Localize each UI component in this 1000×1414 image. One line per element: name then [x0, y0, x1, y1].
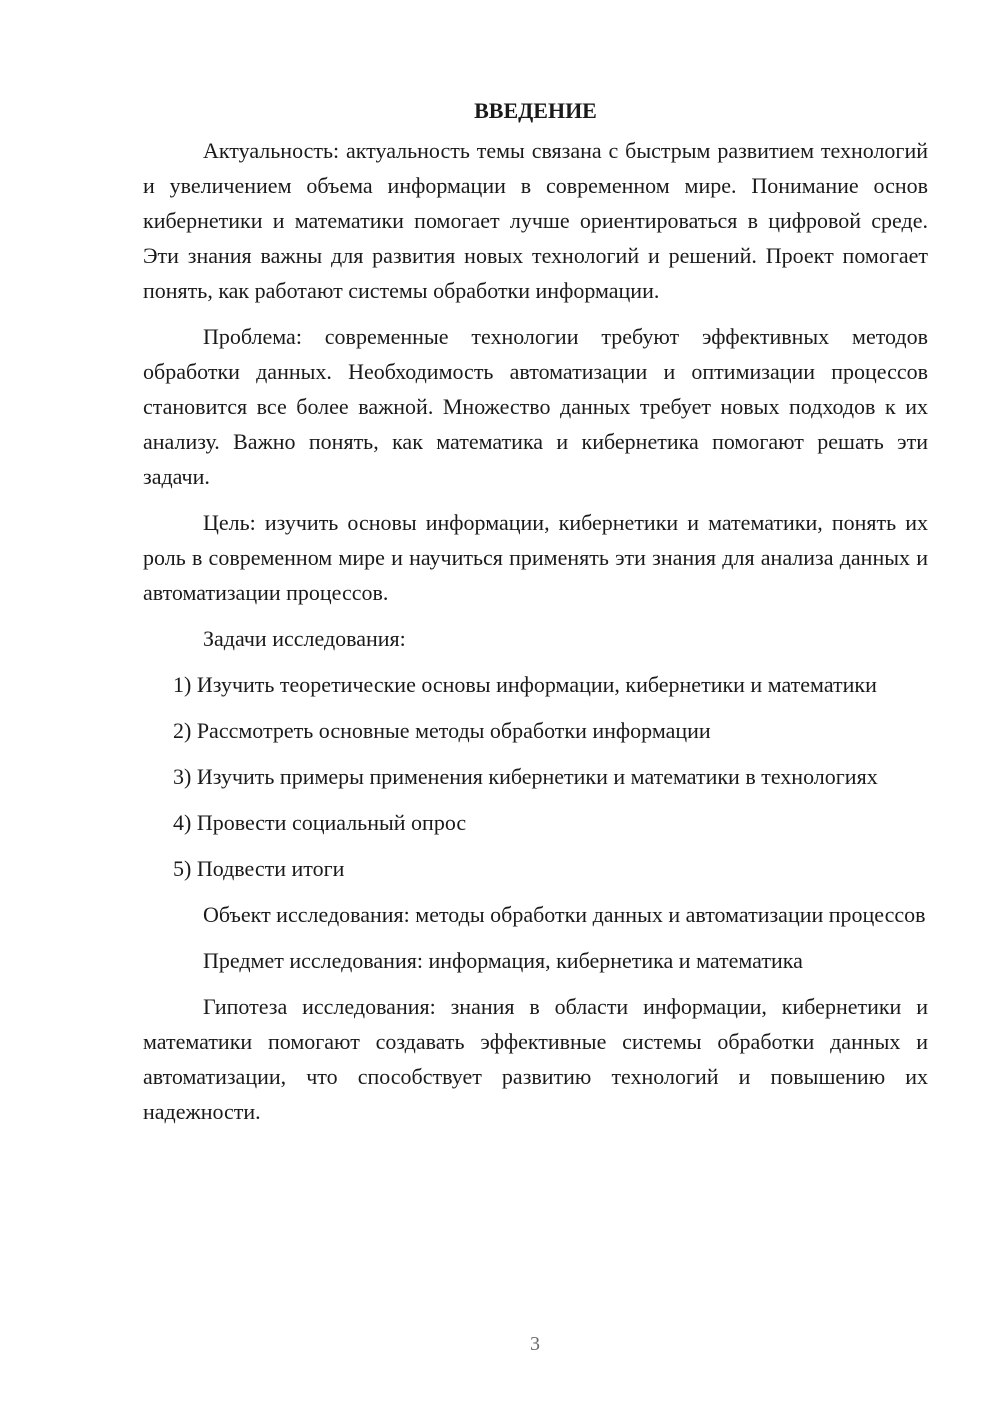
paragraph-subject: Предмет исследования: информация, кибернетика и математика: [203, 948, 803, 973]
paragraph-goal: Цель: изучить основы информации, кибернетики и математики, понять их роль в современном мире и научиться применять эти знания для анализа данных и автоматизации процессов.: [143, 510, 928, 605]
section-title: ВВЕДЕНИЕ: [474, 98, 597, 123]
task-item: 3) Изучить примеры применения кибернетики и математики в технологиях: [173, 764, 878, 789]
page-content: [143, 97, 928, 1140]
task-item: 1) Изучить теоретические основы информации, кибернетики и математики: [173, 672, 877, 697]
task-item: 2) Рассмотреть основные методы обработки информации: [173, 718, 711, 743]
paragraph-hypothesis: Гипотеза исследования: знания в области информации, кибернетики и математики помогают создавать эффективные системы обработки данных и автоматизации, что способствует развитию технологий и повышению их надежности.: [143, 994, 928, 1124]
paragraph-relevance: Актуальность: актуальность темы связана с быстрым развитием технологий и увеличением объема информации в современном мире. Понимание основ кибернетики и математики помогает лучше ориентироваться в цифровой среде. Эти знания важны для развития новых технологий и решений. Проект помогает понять, как работают системы обработки информации.: [143, 138, 928, 303]
tasks-heading: Задачи исследования:: [203, 626, 406, 651]
page-number: 3: [530, 1333, 540, 1355]
task-item: 5) Подвести итоги: [173, 856, 345, 881]
paragraph-object: Объект исследования: методы обработки данных и автоматизации процессов: [203, 902, 926, 927]
paragraph-problem: Проблема: современные технологии требуют эффективных методов обработки данных. Необходимость автоматизации и оптимизации процессов становится все более важной. Множество данных требует новых подходов к их анализу. Важно понять, как математика и кибернетика помогают решать эти задачи.: [143, 324, 928, 489]
task-item: 4) Провести социальный опрос: [173, 810, 467, 835]
